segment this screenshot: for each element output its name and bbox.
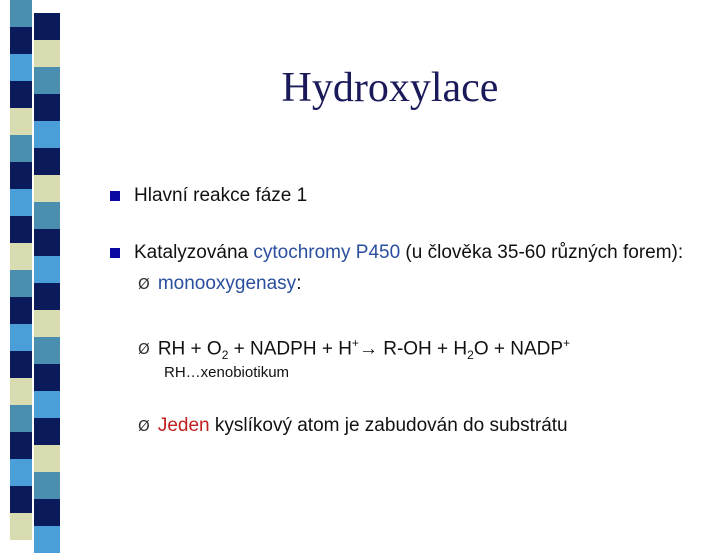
equation-part: RH + O <box>157 338 222 360</box>
equation-subscript: 2 <box>221 348 229 363</box>
bullet-2-pre: Katalyzována <box>134 242 254 263</box>
stripe-block <box>34 445 60 472</box>
equation-superscript: + <box>563 336 571 350</box>
stripe-block <box>10 378 32 405</box>
stripe-block <box>34 175 60 202</box>
equation-superscript: + <box>351 336 359 350</box>
stripe-block <box>34 94 60 121</box>
stripe-block <box>10 81 32 108</box>
stripe-block <box>10 405 32 432</box>
sub-3-highlight: Jeden <box>157 415 210 436</box>
stripe-block <box>10 54 32 81</box>
sub-1-post: : <box>296 273 302 294</box>
arrow-bullet-icon: Ø <box>138 275 150 293</box>
equation-part: R-OH + H <box>377 338 468 360</box>
sub-1-highlight: monooxygenasy <box>157 273 297 294</box>
equation-part: O + NADP <box>473 338 564 360</box>
bullet-2-highlight: cytochromy P450 <box>253 242 401 263</box>
stripe-block <box>10 351 32 378</box>
slide-title: Hydroxylace <box>281 65 499 111</box>
stripe-block <box>34 148 60 175</box>
stripe-block <box>34 499 60 526</box>
bullet-square-icon <box>110 248 120 258</box>
stripe-block <box>10 189 32 216</box>
stripe-block <box>10 216 32 243</box>
sub-item-1 <box>138 272 301 296</box>
sub-item-2-equation <box>138 331 570 367</box>
bullet-2-text <box>134 241 683 265</box>
stripe-block <box>34 472 60 499</box>
arrow-bullet-icon: Ø <box>138 340 150 359</box>
bullet-square-icon <box>110 191 120 201</box>
stripe-block <box>10 324 32 351</box>
equation-part: + NADPH + H <box>228 338 352 360</box>
stripe-block <box>34 202 60 229</box>
stripe-block <box>10 108 32 135</box>
stripe-block <box>34 283 60 310</box>
stripe-block <box>34 418 60 445</box>
stripe-block <box>10 270 32 297</box>
decorative-stripe <box>0 0 62 540</box>
stripe-block <box>10 297 32 324</box>
stripe-block <box>10 27 32 54</box>
stripe-block <box>34 364 60 391</box>
stripe-block <box>10 459 32 486</box>
stripe-block <box>34 40 60 67</box>
stripe-block <box>34 337 60 364</box>
stripe-block <box>10 513 32 540</box>
stripe-block <box>34 121 60 148</box>
sub-3-post: kyslíkový atom je zabudován do substrátu <box>209 415 568 436</box>
stripe-block <box>34 310 60 337</box>
stripe-block <box>10 135 32 162</box>
arrow-bullet-icon: Ø <box>138 417 150 435</box>
sub-item-3 <box>138 414 568 438</box>
stripe-block <box>10 432 32 459</box>
stripe-block <box>10 0 32 27</box>
reaction-arrow-icon: → <box>358 338 378 360</box>
stripe-block <box>10 162 32 189</box>
stripe-block <box>10 243 32 270</box>
stripe-block <box>34 256 60 283</box>
stripe-block <box>34 229 60 256</box>
stripe-block <box>34 391 60 418</box>
stripe-block <box>34 67 60 94</box>
equation-subscript: 2 <box>467 348 474 363</box>
stripe-block <box>10 486 32 513</box>
stripe-block <box>34 13 60 40</box>
bullet-2-post: (u člověka 35-60 různých forem): <box>400 242 684 263</box>
bullet-1-text: Hlavní reakce fáze 1 <box>134 185 308 206</box>
note-text: RH…xenobiotikum <box>164 364 290 381</box>
